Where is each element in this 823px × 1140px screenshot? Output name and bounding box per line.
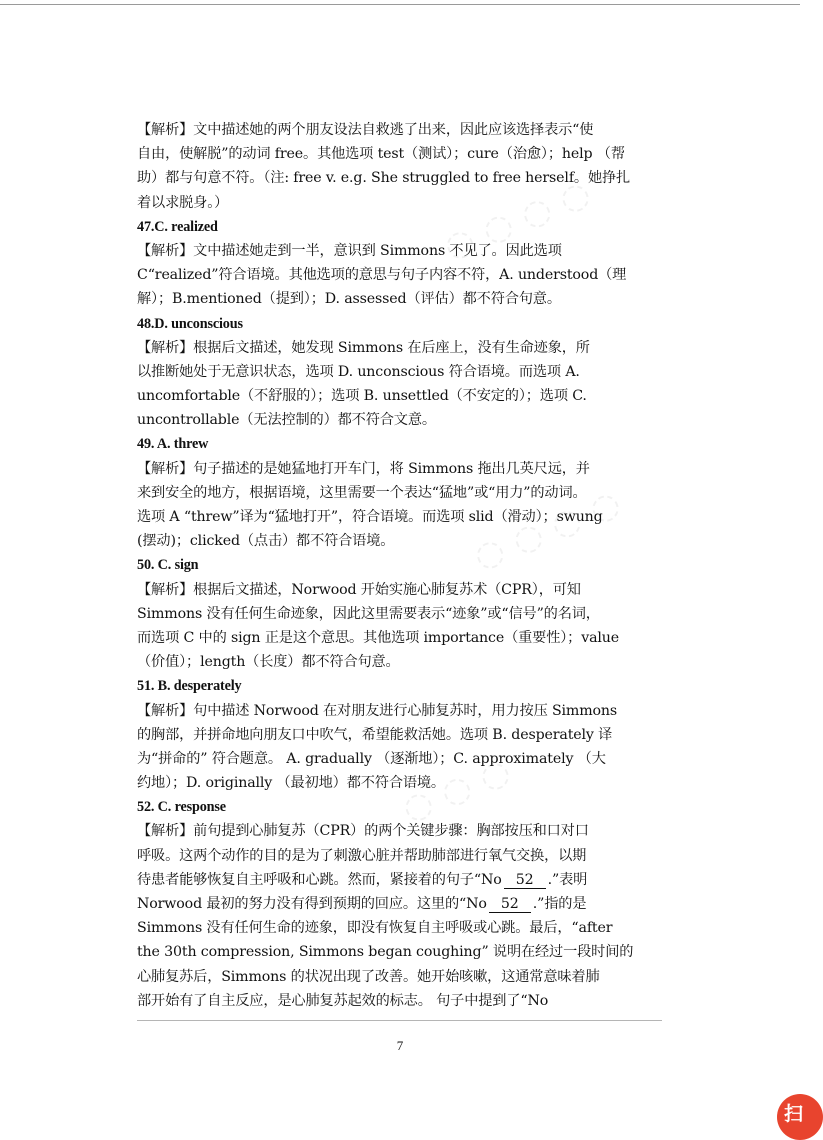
explanation-line — [137, 287, 670, 311]
line-text: uncontrollable（无法控制的）都不符合文意。 — [137, 412, 436, 429]
line-text: 来到安全的地方，根据语境，这里需要一个表达“猛地”或“用力”的动词。 — [137, 484, 587, 501]
line-text: 约地）；D. originally （最初地）都不符合语境。 — [137, 775, 445, 792]
line-text: 49. A. threw — [137, 436, 209, 453]
explanation-line — [137, 191, 670, 215]
line-text: Norwood 最初的努力没有得到预期的回应。这里的“No — [137, 896, 487, 912]
line-text: 呼吸。这两个动作的目的是为了刺激心脏并帮助肺部进行氧气交换，以期 — [137, 847, 587, 864]
explanation-line — [137, 336, 670, 360]
explanation-line — [137, 965, 670, 989]
line-text: 待患者能够恢复自主呼吸和心跳。然而，紧接着的句子“No — [137, 871, 502, 888]
explanation-line — [137, 650, 670, 674]
line-text: 47.C. realized — [137, 218, 218, 235]
explanation-line — [137, 263, 670, 287]
explanation-line — [137, 699, 670, 723]
explanation-line — [137, 771, 670, 795]
page-number: 7 — [396, 1038, 404, 1053]
line-text: 解）；B.mentioned（提到）；D. assessed（评估）都不符合句意。 — [137, 291, 561, 308]
line-text: 【解析】句中描述 Norwood 在对朋友进行心肺复苏时，用力按压 Simmons — [137, 702, 618, 719]
line-text: uncomfortable（不舒服的）；选项 B. unsettled（不安定的）；选项 C. — [137, 388, 587, 405]
explanation-line — [137, 626, 670, 650]
line-text: 自由，使解脱”的动词 free。其他选项 test（测试）；cure（治愈）；help （帮 — [137, 146, 625, 163]
watermark: ◌ ◌ ◌ ◌ — [468, 482, 627, 578]
line-text: （价值）；length（长度）都不符合句意。 — [137, 654, 400, 671]
explanation-line — [137, 844, 670, 868]
explanation-line — [137, 118, 670, 142]
line-text: 部开始有了自主反应，是心肺复苏起效的标志。 句子中提到了“No — [137, 992, 549, 1009]
explanation-line — [137, 457, 670, 481]
explanation-line — [137, 166, 670, 190]
line-text: the 30th compression, Simmons began coughing” 说明在经过一段时间的 — [137, 944, 634, 961]
line-text: (摆动)；clicked（点击）都不符合语境。 — [137, 533, 395, 550]
watermark: ◌ ◌ ◌ ◌ — [438, 172, 597, 268]
blank-number: 52 — [504, 873, 546, 889]
explanation-line — [137, 602, 670, 626]
line-text: Simmons 没有任何生命迹象，因此这里需要表示“迹象”或“信号”的名词， — [137, 605, 600, 622]
line-text: 【解析】句子描述的是她猛地打开车门，将 Simmons 拖出几英尺远，并 — [137, 460, 590, 477]
line-text: 而选项 C 中的 sign 正是这个意思。其他选项 importance（重要性）；value — [137, 629, 619, 646]
line-text: 为“拼命的” 符合题意。 A. gradually （逐渐地）；C. approximately （大 — [137, 750, 606, 767]
explanation-line — [137, 868, 670, 892]
top-border-rule — [0, 4, 800, 5]
line-text: 51. B. desperately — [137, 678, 242, 695]
explanation-line — [137, 892, 670, 916]
line-text: C“realized”符合语境。其他选项的意思与句子内容不符，A. understood（理 — [137, 267, 627, 284]
answer-heading — [137, 674, 670, 698]
line-text-after-blank: .”表明 — [547, 871, 588, 888]
explanation-line — [137, 142, 670, 166]
explanation-line — [137, 578, 670, 602]
line-text: 【解析】根据后文描述，Norwood 开始实施心肺复苏术（CPR），可知 — [137, 581, 581, 598]
explanation-line — [137, 384, 670, 408]
line-text: 50. C. sign — [137, 557, 199, 574]
explanation-line — [137, 360, 670, 384]
line-text: 助）都与句意不符。（注: free v. e.g. She struggled to free herself。她挣扎 — [137, 170, 631, 187]
explanation-line — [137, 481, 670, 505]
blank-number: 52 — [489, 897, 531, 913]
explanation-line — [137, 916, 670, 940]
answer-heading — [137, 553, 670, 577]
answer-heading — [137, 312, 670, 336]
explanation-line — [137, 989, 670, 1013]
answer-heading — [137, 795, 670, 819]
explanation-line — [137, 940, 670, 964]
explanation-line — [137, 819, 670, 843]
explanation-line — [137, 723, 670, 747]
line-text: 选项 A “threw”译为“猛地打开”，符合语境。而选项 slid（滑动）；swung — [137, 509, 603, 525]
scan-app-badge[interactable]: 扫 — [777, 1094, 823, 1140]
document-body — [137, 118, 670, 1013]
explanation-line — [137, 239, 670, 263]
line-text: 52. C. response — [137, 799, 226, 816]
line-text: 着以求脱身。） — [137, 194, 229, 211]
line-text: 【解析】文中描述她走到一半，意识到 Simmons 不见了。因此选项 — [137, 242, 562, 259]
line-text: Simmons 没有任何生命的迹象，即没有恢复自主呼吸或心跳。最后，“after — [137, 920, 613, 937]
explanation-line — [137, 408, 670, 432]
watermark: ◌ ◌ ◌ — [396, 750, 517, 830]
line-text: 的胸部，并拼命地向朋友口中吹气，希望能救活她。选项 B. desperately 译 — [137, 726, 613, 743]
line-text: 【解析】文中描述她的两个朋友设法自救逃了出来，因此应该选择表示“使 — [137, 122, 594, 138]
line-text: 【解析】前句提到心肺复苏（CPR）的两个关键步骤：胸部按压和口对口 — [137, 823, 589, 840]
line-text: 【解析】根据后文描述，她发现 Simmons 在后座上，没有生命迹象，所 — [137, 339, 590, 356]
explanation-line — [137, 529, 670, 553]
line-text: 以推断她处于无意识状态，选项 D. unconscious 符合语境。而选项 A. — [137, 363, 580, 380]
explanation-line — [137, 505, 670, 529]
line-text-after-blank: .”指的是 — [532, 896, 587, 912]
line-text: 48.D. unconscious — [137, 315, 243, 332]
answer-heading — [137, 432, 670, 456]
line-text: 心肺复苏后，Simmons 的状况出现了改善。她开始咳嗽，这通常意味着肺 — [137, 968, 600, 985]
footer-rule — [137, 1020, 662, 1021]
explanation-line — [137, 747, 670, 771]
answer-heading — [137, 215, 670, 239]
